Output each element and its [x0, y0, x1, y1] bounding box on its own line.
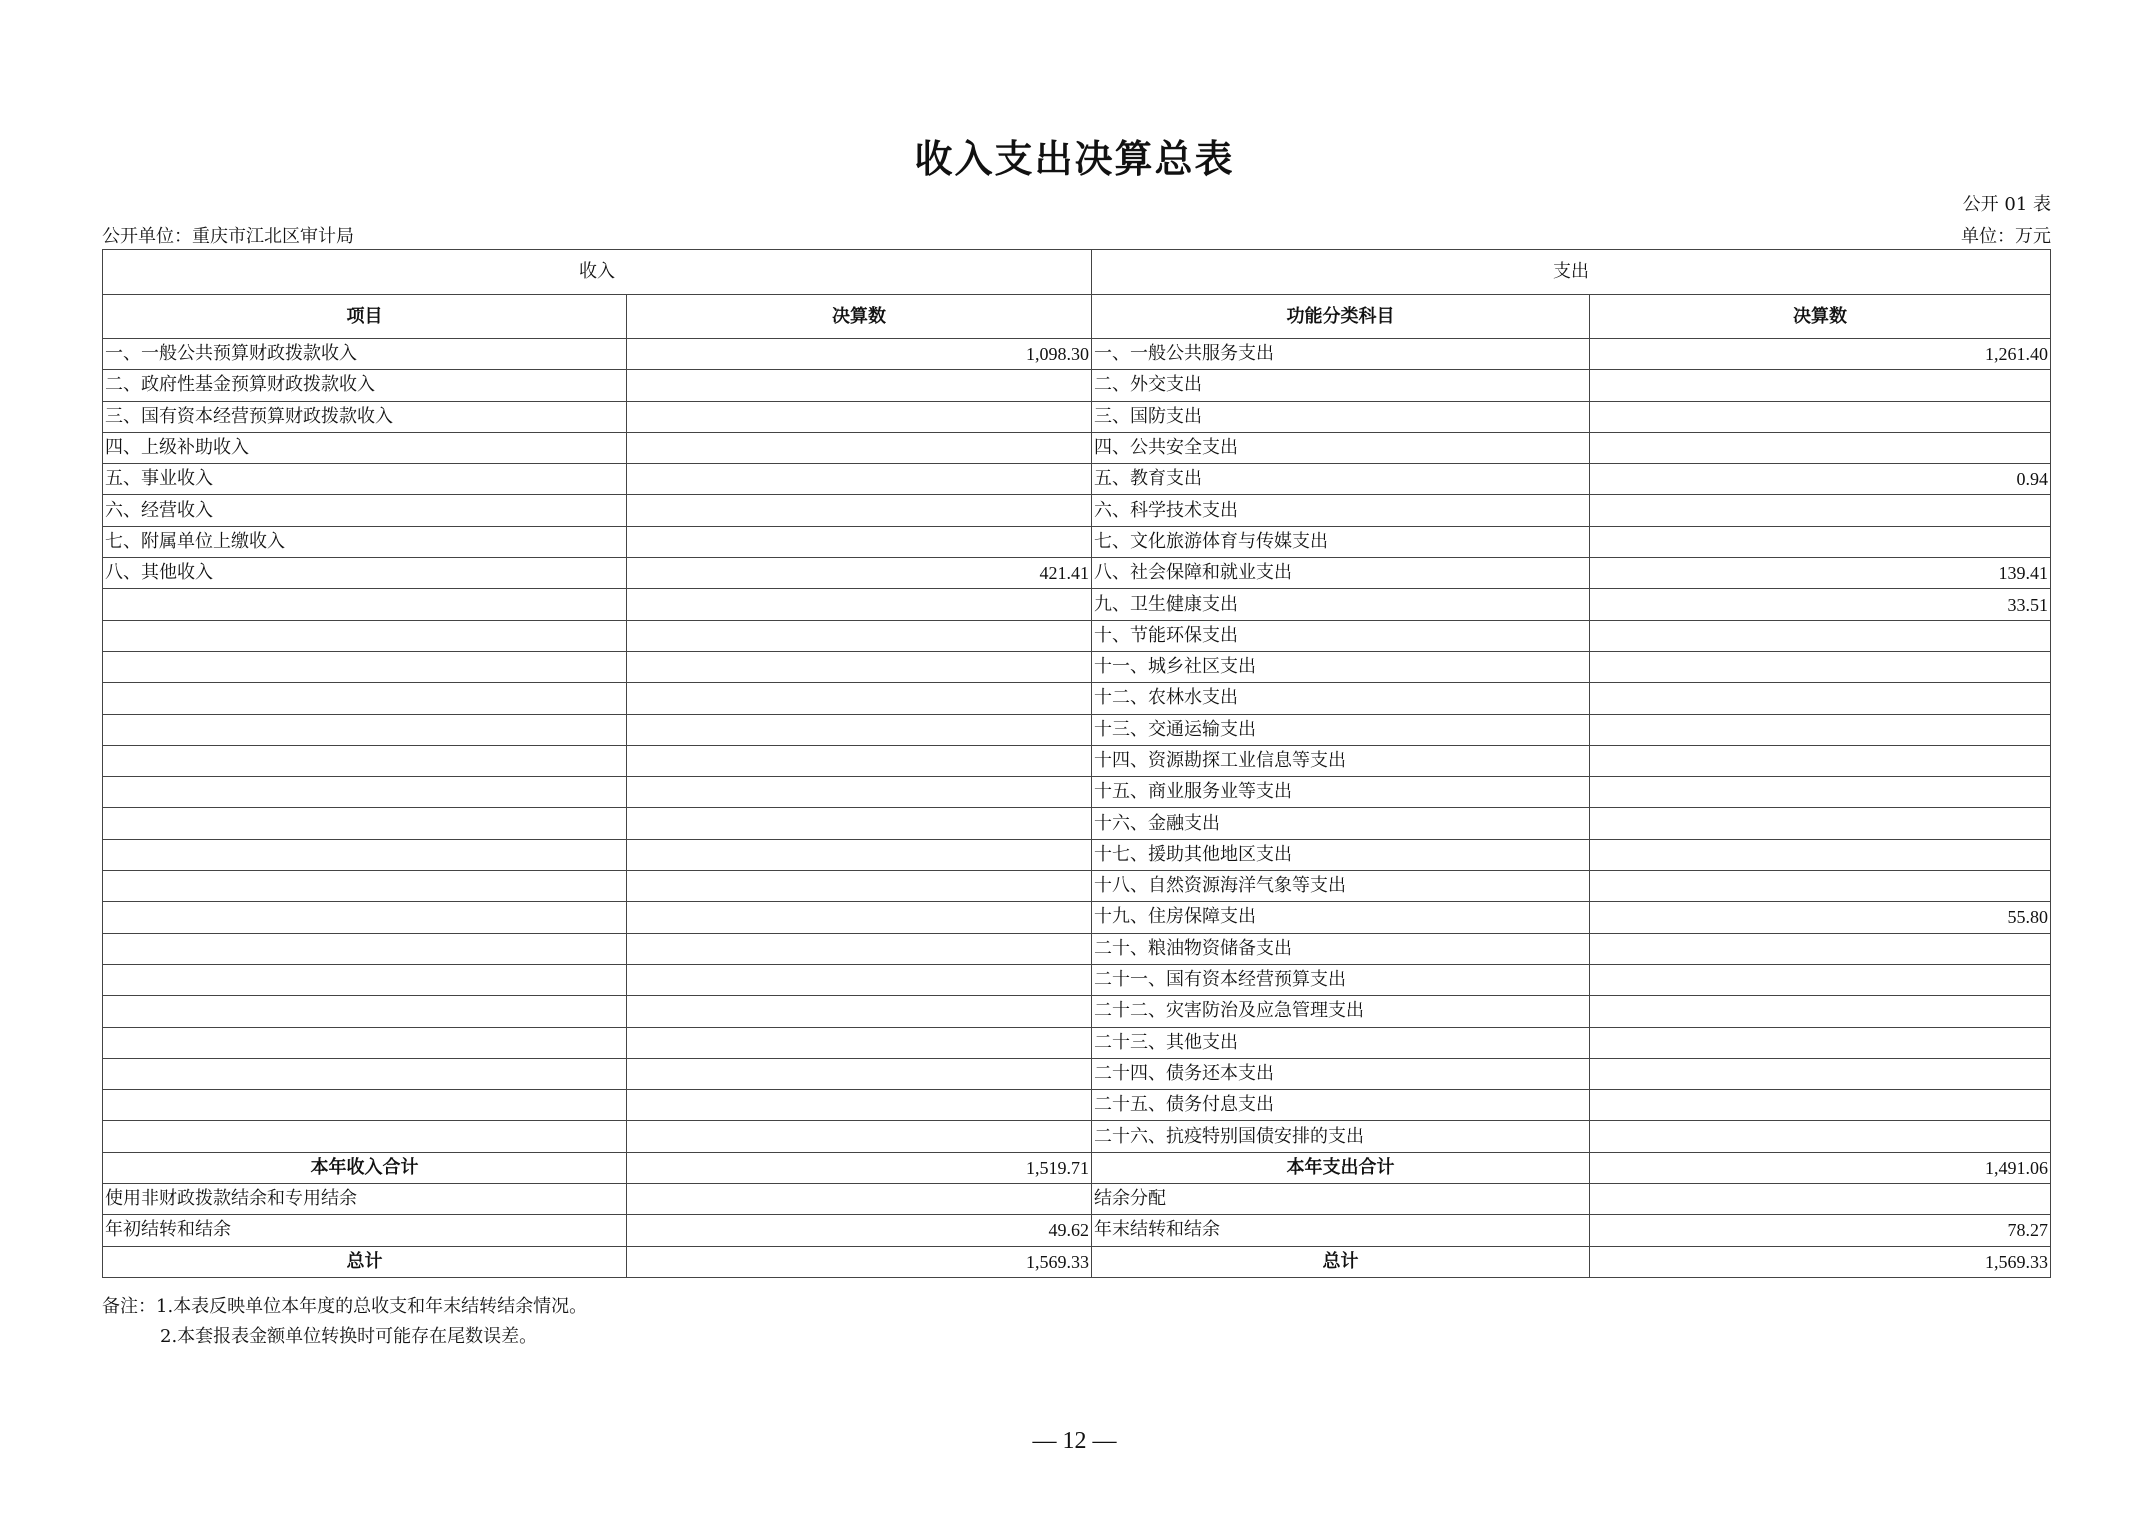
- expense-item-cell: 本年支出合计: [1092, 1152, 1590, 1183]
- income-amount-cell: [627, 1090, 1092, 1121]
- expense-amount-cell: 1,491.06: [1590, 1152, 2051, 1183]
- income-item-cell: [103, 902, 627, 933]
- income-item-cell: [103, 839, 627, 870]
- income-amount-cell: [627, 871, 1092, 902]
- income-item-cell: 四、上级补助收入: [103, 432, 627, 463]
- expense-item-cell: 九、卫生健康支出: [1092, 589, 1590, 620]
- expense-amount-cell: [1590, 777, 2051, 808]
- expense-amount-cell: [1590, 1027, 2051, 1058]
- expense-item-cell: 十五、商业服务业等支出: [1092, 777, 1590, 808]
- income-item-cell: 二、政府性基金预算财政拨款收入: [103, 370, 627, 401]
- table-row: [103, 871, 2051, 902]
- table-row: [103, 558, 2051, 589]
- table-row: [103, 964, 2051, 995]
- income-amount-cell: [627, 996, 1092, 1027]
- expense-item-cell: 二十六、抗疫特别国债安排的支出: [1092, 1121, 1590, 1152]
- note-1: 备注：1.本表反映单位本年度的总收支和年末结转结余情况。: [102, 1296, 588, 1317]
- notes: [102, 1292, 587, 1352]
- income-item-cell: [103, 996, 627, 1027]
- expense-item-cell: 二十、粮油物资储备支出: [1092, 933, 1590, 964]
- expense-amount-cell: [1590, 526, 2051, 557]
- income-amount-cell: [627, 745, 1092, 776]
- expense-amount-cell: 1,569.33: [1590, 1246, 2051, 1277]
- expense-amount-cell: 33.51: [1590, 589, 2051, 620]
- income-amount-cell: [627, 964, 1092, 995]
- expense-amount-cell: [1590, 1058, 2051, 1089]
- income-item-cell: 一、一般公共预算财政拨款收入: [103, 339, 627, 370]
- col-header-expense-amount: 决算数: [1590, 295, 2051, 339]
- income-item-cell: [103, 777, 627, 808]
- page-title: 收入支出决算总表: [914, 136, 1235, 181]
- income-item-cell: [103, 714, 627, 745]
- income-amount-cell: [627, 1121, 1092, 1152]
- income-amount-cell: [627, 808, 1092, 839]
- income-item-cell: [103, 1058, 627, 1089]
- income-amount-cell: 1,098.30: [627, 339, 1092, 370]
- expense-amount-cell: [1590, 1184, 2051, 1215]
- expense-amount-cell: [1590, 839, 2051, 870]
- expense-item-cell: 十七、援助其他地区支出: [1092, 839, 1590, 870]
- table-row: [103, 1215, 2051, 1246]
- expense-item-cell: 二、外交支出: [1092, 370, 1590, 401]
- expense-amount-cell: 55.80: [1590, 902, 2051, 933]
- table-row: [103, 1152, 2051, 1183]
- expense-item-cell: 年末结转和结余: [1092, 1215, 1590, 1246]
- expense-amount-cell: 1,261.40: [1590, 339, 2051, 370]
- income-amount-cell: [627, 620, 1092, 651]
- expense-amount-cell: [1590, 1090, 2051, 1121]
- income-amount-cell: [627, 1058, 1092, 1089]
- income-amount-cell: [627, 651, 1092, 682]
- table-row: [103, 933, 2051, 964]
- income-amount-cell: 49.62: [627, 1215, 1092, 1246]
- expense-item-cell: 十四、资源勘探工业信息等支出: [1092, 745, 1590, 776]
- expense-item-cell: 七、文化旅游体育与传媒支出: [1092, 526, 1590, 557]
- table-row: [103, 526, 2051, 557]
- table-row: [103, 1058, 2051, 1089]
- income-item-cell: [103, 1090, 627, 1121]
- expense-amount-cell: [1590, 401, 2051, 432]
- expense-amount-cell: [1590, 432, 2051, 463]
- reporting-unit: 公开单位：重庆市江北区审计局: [102, 226, 354, 247]
- expense-amount-cell: [1590, 714, 2051, 745]
- expense-amount-cell: [1590, 1121, 2051, 1152]
- expense-amount-cell: [1590, 495, 2051, 526]
- income-item-cell: 使用非财政拨款结余和专用结余: [103, 1184, 627, 1215]
- income-amount-cell: [627, 401, 1092, 432]
- income-amount-cell: 1,519.71: [627, 1152, 1092, 1183]
- income-amount-cell: [627, 432, 1092, 463]
- income-item-cell: [103, 1027, 627, 1058]
- income-amount-cell: [627, 370, 1092, 401]
- column-header-row: [103, 295, 2051, 339]
- income-item-cell: [103, 589, 627, 620]
- table-row: [103, 996, 2051, 1027]
- expense-item-cell: 总计: [1092, 1246, 1590, 1277]
- expense-item-cell: 二十二、灾害防治及应急管理支出: [1092, 996, 1590, 1027]
- table-row: [103, 714, 2051, 745]
- table-row: [103, 1246, 2051, 1277]
- income-item-cell: 八、其他收入: [103, 558, 627, 589]
- table-row: [103, 620, 2051, 651]
- expense-amount-cell: 139.41: [1590, 558, 2051, 589]
- table-row: [103, 777, 2051, 808]
- table-row: [103, 1121, 2051, 1152]
- expense-amount-cell: [1590, 683, 2051, 714]
- table-row: [103, 370, 2051, 401]
- income-amount-cell: [627, 495, 1092, 526]
- income-expense-table: [102, 249, 2051, 1278]
- income-amount-cell: 421.41: [627, 558, 1092, 589]
- section-header-row: [103, 250, 2051, 295]
- income-item-cell: 六、经营收入: [103, 495, 627, 526]
- income-amount-cell: 1,569.33: [627, 1246, 1092, 1277]
- col-header-func-class: 功能分类科目: [1092, 295, 1590, 339]
- expense-item-cell: 十、节能环保支出: [1092, 620, 1590, 651]
- col-header-income-amount: 决算数: [627, 295, 1092, 339]
- expense-amount-cell: [1590, 370, 2051, 401]
- expense-item-cell: 八、社会保障和就业支出: [1092, 558, 1590, 589]
- income-amount-cell: [627, 839, 1092, 870]
- table-row: [103, 1027, 2051, 1058]
- income-item-cell: 五、事业收入: [103, 464, 627, 495]
- table-row: [103, 339, 2051, 370]
- income-item-cell: [103, 964, 627, 995]
- income-amount-cell: [627, 714, 1092, 745]
- table-row: [103, 1090, 2051, 1121]
- income-amount-cell: [627, 526, 1092, 557]
- expense-amount-cell: [1590, 745, 2051, 776]
- expense-item-cell: 十九、住房保障支出: [1092, 902, 1590, 933]
- expense-amount-cell: [1590, 808, 2051, 839]
- table-row: [103, 808, 2051, 839]
- expense-item-cell: 二十一、国有资本经营预算支出: [1092, 964, 1590, 995]
- table-row: [103, 464, 2051, 495]
- note-2: 2.本套报表金额单位转换时可能存在尾数误差。: [160, 1326, 538, 1347]
- expense-item-cell: 四、公共安全支出: [1092, 432, 1590, 463]
- table-row: [103, 651, 2051, 682]
- col-header-item: 项目: [103, 295, 627, 339]
- table-row: [103, 745, 2051, 776]
- expense-item-cell: 一、一般公共服务支出: [1092, 339, 1590, 370]
- expense-item-cell: 结余分配: [1092, 1184, 1590, 1215]
- table-row: [103, 683, 2051, 714]
- income-item-cell: [103, 651, 627, 682]
- expense-amount-cell: [1590, 620, 2051, 651]
- expense-item-cell: 十八、自然资源海洋气象等支出: [1092, 871, 1590, 902]
- expense-amount-cell: [1590, 933, 2051, 964]
- income-item-cell: [103, 808, 627, 839]
- expense-item-cell: 二十四、债务还本支出: [1092, 1058, 1590, 1089]
- expense-item-cell: 五、教育支出: [1092, 464, 1590, 495]
- expense-amount-cell: [1590, 964, 2051, 995]
- expense-amount-cell: [1590, 871, 2051, 902]
- expense-amount-cell: [1590, 651, 2051, 682]
- income-item-cell: 年初结转和结余: [103, 1215, 627, 1246]
- expense-amount-cell: 78.27: [1590, 1215, 2051, 1246]
- income-item-cell: [103, 1121, 627, 1152]
- income-item-cell: [103, 620, 627, 651]
- table-row: [103, 495, 2051, 526]
- income-item-cell: 总计: [103, 1246, 627, 1277]
- income-item-cell: [103, 745, 627, 776]
- income-amount-cell: [627, 683, 1092, 714]
- income-item-cell: 七、附属单位上缴收入: [103, 526, 627, 557]
- income-item-cell: [103, 871, 627, 902]
- currency-unit: 单位：万元: [1961, 226, 2051, 247]
- table-row: [103, 432, 2051, 463]
- expense-item-cell: 十六、金融支出: [1092, 808, 1590, 839]
- expense-item-cell: 十一、城乡社区支出: [1092, 651, 1590, 682]
- expense-item-cell: 二十五、债务付息支出: [1092, 1090, 1590, 1121]
- income-amount-cell: [627, 1027, 1092, 1058]
- expense-item-cell: 十二、农林水支出: [1092, 683, 1590, 714]
- expense-section-header: 支出: [1092, 250, 2051, 295]
- income-item-cell: 三、国有资本经营预算财政拨款收入: [103, 401, 627, 432]
- expense-amount-cell: [1590, 996, 2051, 1027]
- income-amount-cell: [627, 902, 1092, 933]
- income-item-cell: 本年收入合计: [103, 1152, 627, 1183]
- expense-item-cell: 二十三、其他支出: [1092, 1027, 1590, 1058]
- table-row: [103, 1184, 2051, 1215]
- table-row: [103, 589, 2051, 620]
- income-amount-cell: [627, 777, 1092, 808]
- expense-item-cell: 十三、交通运输支出: [1092, 714, 1590, 745]
- table-row: [103, 902, 2051, 933]
- income-amount-cell: [627, 589, 1092, 620]
- table-row: [103, 401, 2051, 432]
- expense-item-cell: 六、科学技术支出: [1092, 495, 1590, 526]
- page-number: — 12 —: [1032, 1428, 1117, 1454]
- form-number: 公开 01 表: [1962, 194, 2051, 215]
- income-amount-cell: [627, 1184, 1092, 1215]
- table-row: [103, 839, 2051, 870]
- income-amount-cell: [627, 464, 1092, 495]
- income-item-cell: [103, 683, 627, 714]
- expense-amount-cell: 0.94: [1590, 464, 2051, 495]
- income-item-cell: [103, 933, 627, 964]
- income-section-header: 收入: [103, 250, 1092, 295]
- income-amount-cell: [627, 933, 1092, 964]
- expense-item-cell: 三、国防支出: [1092, 401, 1590, 432]
